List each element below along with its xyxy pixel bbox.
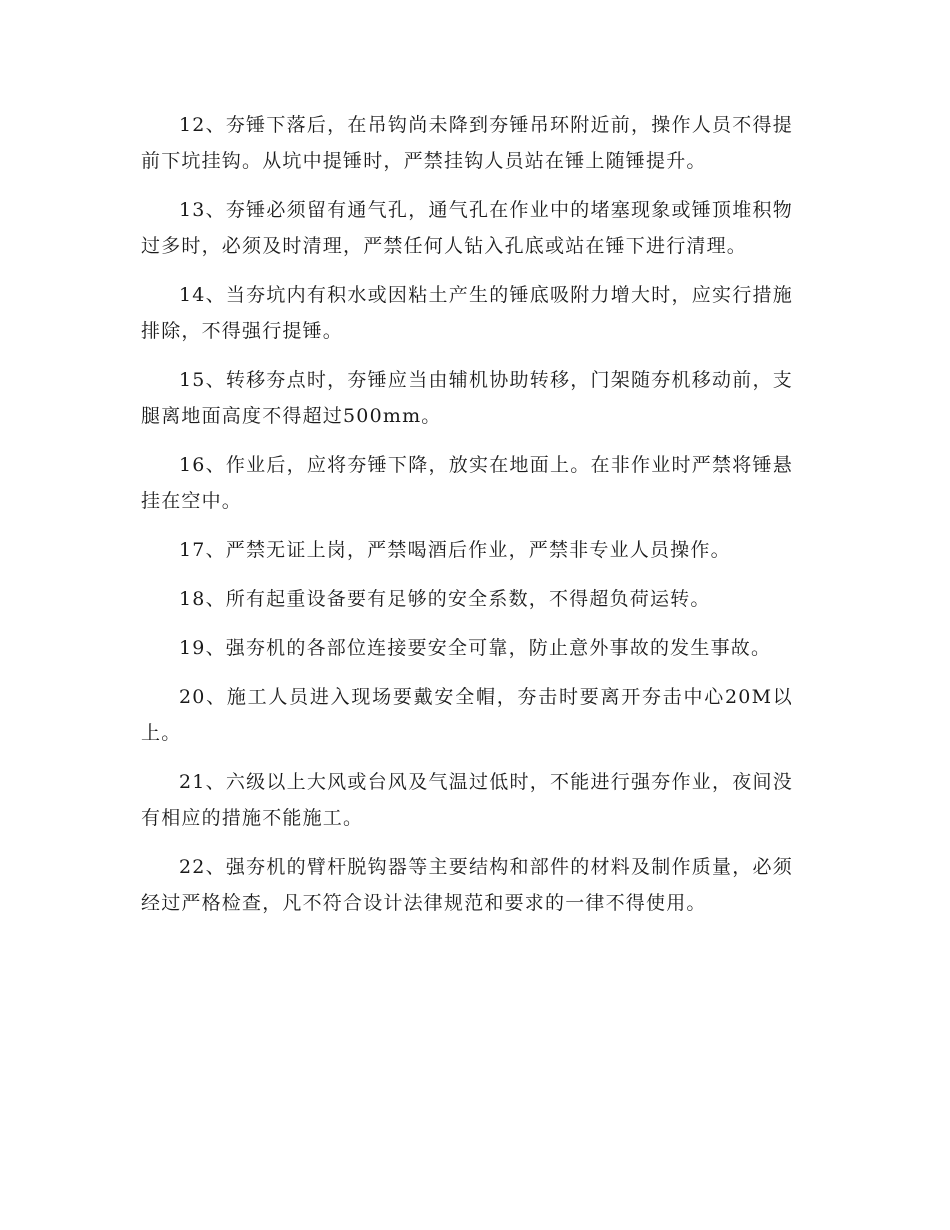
paragraph-20: 20、施工人员进入现场要戴安全帽，夯击时要离开夯击中心20M以上。 [141, 686, 793, 744]
paragraph-13: 13、夯锤必须留有通气孔，通气孔在作业中的堵塞现象或锤顶堆积物过多时，必须及时清理，严禁任何人钻入孔底或站在锤下进行清理。 [141, 199, 793, 257]
paragraph-12: 12、夯锤下落后，在吊钩尚未降到夯锤吊环附近前，操作人员不得提前下坑挂钩。从坑中提锤时，严禁挂钩人员站在锤上随锤提升。 [141, 114, 793, 172]
paragraph-14: 14、当夯坑内有积水或因粘土产生的锤底吸附力增大时，应实行措施排除，不得强行提锤。 [141, 284, 793, 342]
paragraph-22: 22、强夯机的臂杆脱钩器等主要结构和部件的材料及制作质量，必须经过严格检查，凡不符合设计法律规范和要求的一律不得使用。 [141, 856, 793, 914]
paragraph-17: 17、严禁无证上岗，严禁喝酒后作业，严禁非专业人员操作。 [179, 539, 731, 561]
paragraph-21: 21、六级以上大风或台风及气温过低时，不能进行强夯作业，夜间没有相应的措施不能施工。 [141, 771, 793, 829]
paragraph-18: 18、所有起重设备要有足够的安全系数，不得超负荷运转。 [179, 588, 711, 610]
paragraph-15: 15、转移夯点时，夯锤应当由辅机协助转移，门架随夯机移动前，支腿离地面高度不得超过500mm。 [141, 369, 793, 427]
document-body [141, 107, 793, 934]
paragraph-16: 16、作业后，应将夯锤下降，放实在地面上。在非作业时严禁将锤悬挂在空中。 [141, 454, 793, 512]
paragraph-19: 19、强夯机的各部位连接要安全可靠，防止意外事故的发生事故。 [179, 637, 772, 659]
